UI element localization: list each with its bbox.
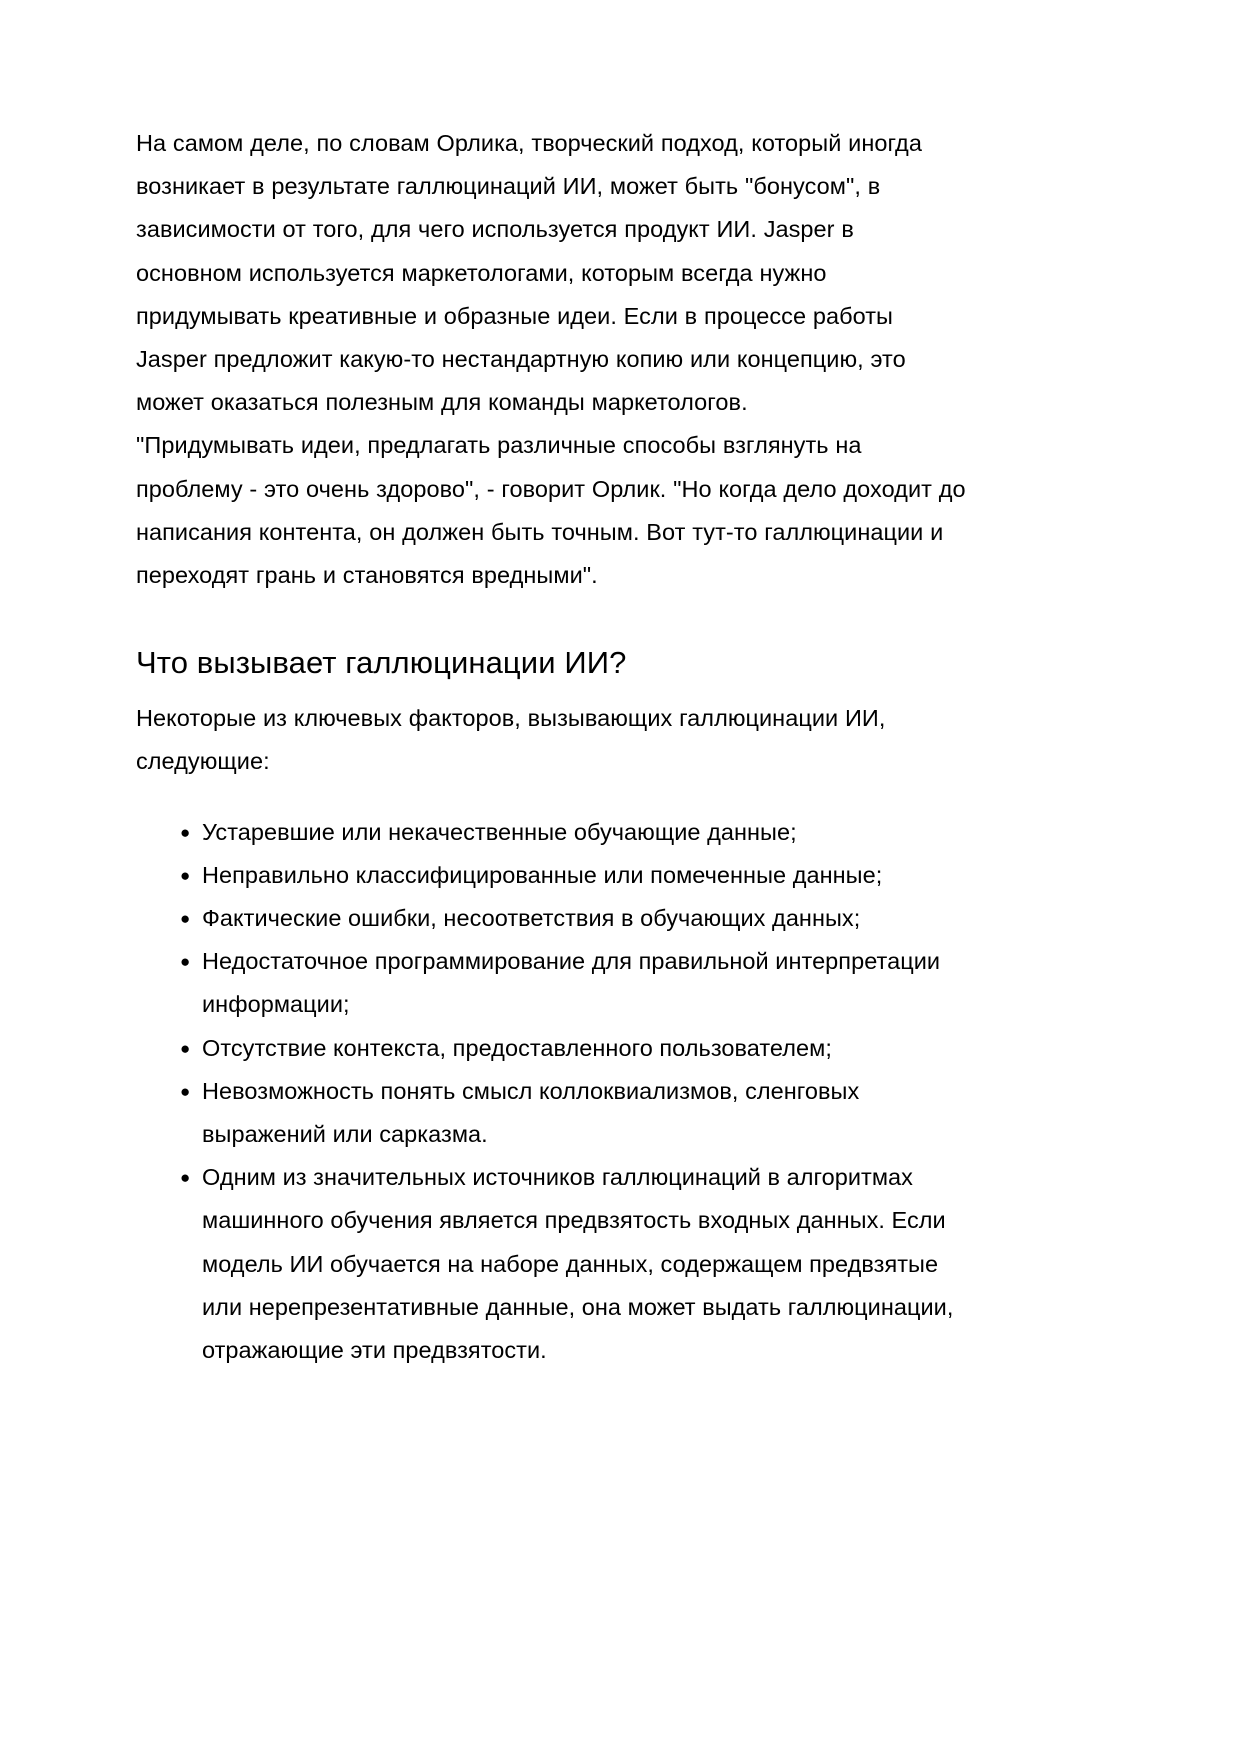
intro-paragraph: Некоторые из ключевых факторов, вызывающих галлюцинации ИИ, следующие: <box>136 705 886 775</box>
bullet-icon: ● <box>180 1038 191 1058</box>
document-content <box>136 122 966 1372</box>
bullet-icon: ● <box>180 952 191 972</box>
list-top-spacer <box>136 784 966 811</box>
page-heading: Что вызывает галлюцинации ИИ? <box>136 645 627 681</box>
list-item-text: Неправильно классифицированные или помеченные данные; <box>202 861 883 888</box>
paragraph-2: "Придумывать идеи, предлагать различные способы взглянуть на проблему - это очень здорово", - говорит Орлик. "Но когда дело доходит до написания контента, он должен быть точным. Вот тут-то галлюцинации и переходят грань и становятся вредными". <box>136 432 966 589</box>
list-item <box>136 940 966 1026</box>
causes-bullet-list <box>136 811 966 1373</box>
list-item-text: Устаревшие или некачественные обучающие данные; <box>202 818 797 845</box>
bullet-icon: ● <box>180 822 191 842</box>
list-item-text: Одним из значительных источников галлюцинаций в алгоритмах машинного обучения является предвзятость входных данных. Если модель ИИ обучается на наборе данных, содержащем предвзятые или нерепрезентативные данные, она может выдать галлюцинации, отражающие эти предвзятости. <box>202 1164 954 1364</box>
heading-top-spacer <box>136 597 966 643</box>
list-item <box>136 1070 966 1156</box>
list-item <box>136 1027 966 1070</box>
list-item-text: Отсутствие контекста, предоставленного пользователем; <box>202 1034 832 1061</box>
bullet-icon: ● <box>180 865 191 885</box>
list-item <box>136 1156 966 1372</box>
list-item-text: Фактические ошибки, несоответствия в обучающих данных; <box>202 905 861 932</box>
list-item-text: Недостаточное программирование для правильной интерпретации информации; <box>202 948 941 1018</box>
bullet-icon: ● <box>180 1168 191 1188</box>
bullet-icon: ● <box>180 1081 191 1101</box>
bullet-icon: ● <box>180 909 191 929</box>
heading-bottom-spacer <box>136 683 966 697</box>
list-item <box>136 897 966 940</box>
paragraph-1: На самом деле, по словам Орлика, творческий подход, который иногда возникает в результате галлюцинаций ИИ, может быть "бонусом", в зависимости от того, для чего используется продукт ИИ. Jasper в основном используется маркетологами, которым всегда нужно придумывать креативные и образные идеи. Если в процессе работы Jasper предложит какую-то нестандартную копию или концепцию, это может оказаться полезным для команды маркетологов. <box>136 130 922 416</box>
list-item <box>136 811 966 854</box>
list-item-text: Невозможность понять смысл коллоквиализмов, сленговых выражений или сарказма. <box>202 1077 860 1148</box>
list-item <box>136 854 966 897</box>
